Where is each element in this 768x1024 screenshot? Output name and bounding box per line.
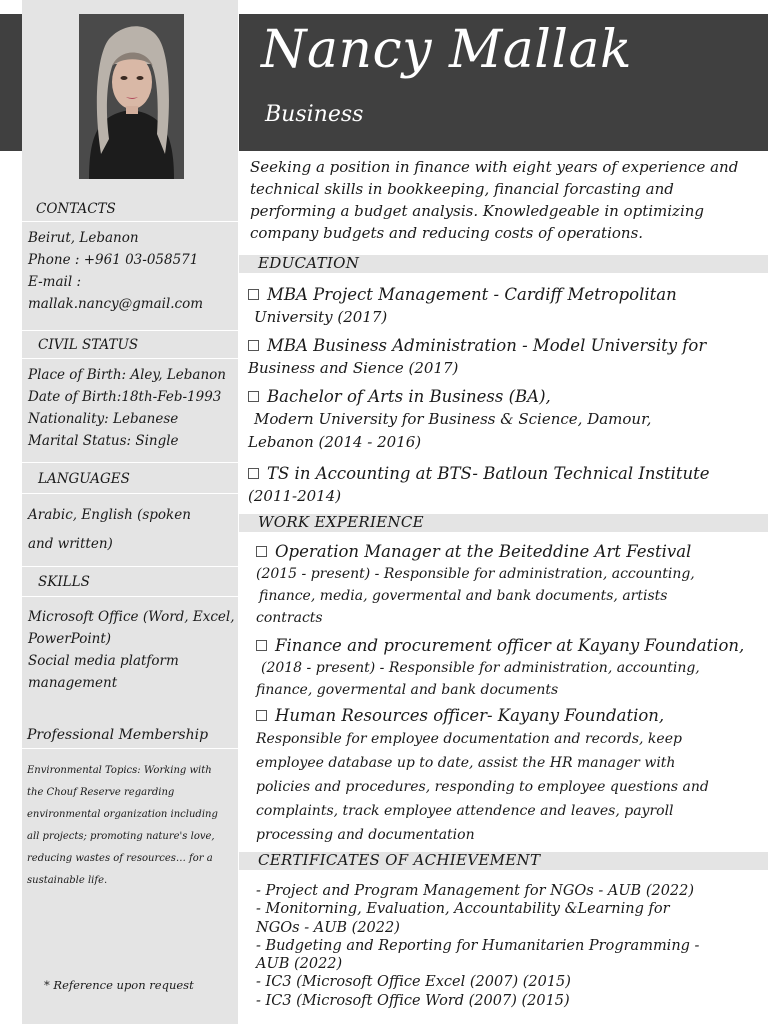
languages-heading: LANGUAGES: [38, 471, 130, 487]
work-item: Operation Manager at the Beiteddine Art Festival (2015 - present) - Responsible for administration, accounting, finance, media, govermental and bank documents, artists contracts: [256, 542, 695, 626]
header-band-left: [0, 14, 22, 151]
divider: [22, 330, 238, 331]
skills-list: [28, 606, 235, 694]
certificate-line: - Project and Program Management for NGOs - AUB (2022): [256, 883, 695, 899]
contact-phone: Phone : +961 03-058571: [28, 252, 199, 268]
education-heading-bar: [239, 255, 768, 273]
contacts-heading: CONTACTS: [36, 201, 116, 217]
languages-list: [28, 501, 191, 559]
skill-line: management: [28, 675, 118, 691]
header-band: [239, 14, 768, 151]
divider: [22, 221, 238, 222]
education-item: TS in Accounting at BTS- Batloun Technical Institute (2011-2014): [248, 464, 710, 505]
date-of-birth: Date of Birth:18th-Feb-1993: [28, 389, 222, 405]
skill-line: Microsoft Office (Word, Excel,: [28, 609, 235, 625]
work-item: Finance and procurement officer at Kayany Foundation, (2018 - present) - Responsible for administration, accounting, finance, govermental and bank documents: [256, 636, 745, 698]
civil-status-heading: CIVIL STATUS: [38, 337, 139, 353]
marital-status: Marital Status: Single: [28, 433, 179, 449]
membership-line: reducing wastes of resources… for a: [27, 853, 213, 864]
checkbox-icon: [248, 468, 259, 479]
checkbox-icon: [248, 289, 259, 300]
place-of-birth: Place of Birth: Aley, Lebanon: [28, 367, 226, 383]
contact-email: mallak.nancy@gmail.com: [28, 296, 204, 312]
divider: [22, 748, 238, 749]
profile-photo: [79, 14, 184, 179]
contacts-list: [28, 227, 203, 315]
candidate-role: Business: [265, 102, 364, 127]
work-heading-bar: [239, 514, 768, 532]
reference-note: * Reference upon request: [44, 978, 194, 992]
checkbox-icon: [248, 391, 259, 402]
checkbox-icon: [256, 710, 267, 721]
certificates-list: [256, 882, 756, 1010]
professional-summary: Seeking a position in finance with eight years of experience and technical skills in bookkeeping, financial forcasting and performing a budget analysis. Knowledgeable in optimizing company budgets and reducing costs of operations.: [250, 158, 739, 242]
languages-line: and written): [28, 536, 113, 552]
divider: [22, 493, 238, 494]
membership-heading: Professional Membership: [27, 727, 209, 743]
membership-line: environmental organization including: [27, 809, 218, 820]
divider: [22, 462, 238, 463]
skill-line: Social media platform: [28, 653, 179, 669]
certificate-line: AUB (2022): [256, 956, 343, 973]
skill-line: PowerPoint): [28, 631, 112, 647]
membership-line: all projects; promoting nature's love,: [27, 831, 215, 842]
membership-line: Environmental Topics: Working with: [27, 765, 212, 776]
certificate-line: - Budgeting and Reporting for Humanitarien Programming -: [256, 937, 700, 954]
membership-text: [27, 760, 239, 892]
divider: [22, 566, 238, 567]
certificate-line: - Monitorning, Evaluation, Accountability &Learning for: [256, 901, 670, 918]
contact-email-label: E-mail :: [28, 274, 81, 290]
civil-status-list: [28, 364, 226, 452]
contact-address: Beirut, Lebanon: [28, 230, 139, 246]
certificate-line: - IC3 (Microsoft Office Excel (2007) (2015): [256, 974, 571, 991]
divider: [22, 596, 238, 597]
checkbox-icon: [256, 640, 267, 651]
certificate-line: NGOs - AUB (2022): [256, 919, 400, 936]
education-heading: EDUCATION: [258, 254, 360, 272]
work-heading: WORK EXPERIENCE: [258, 513, 424, 531]
education-item: MBA Business Administration - Model University for Business and Sience (2017): [248, 336, 707, 377]
membership-line: the Chouf Reserve regarding: [27, 787, 175, 798]
checkbox-icon: [248, 340, 259, 351]
certificates-heading-bar: [239, 852, 768, 870]
checkbox-icon: [256, 546, 267, 557]
skills-heading: SKILLS: [38, 574, 90, 590]
candidate-name: Nancy Mallak: [261, 20, 633, 80]
education-item: MBA Project Management - Cardiff Metropolitan University (2017): [248, 283, 760, 329]
nationality: Nationality: Lebanese: [28, 411, 179, 427]
work-item: Human Resources officer- Kayany Foundation, Responsible for employee documentation and records, keep employee database up to date, assist the HR manager with policies and procedures, responding to employee questions and complaints, track employee attendence and leaves, payroll processing and documentation: [256, 706, 709, 843]
certificate-line: - IC3 (Microsoft Office Word (2007) (2015): [256, 992, 570, 1009]
languages-line: Arabic, English (spoken: [28, 507, 191, 523]
divider: [22, 358, 238, 359]
certificates-heading: CERTIFICATES OF ACHIEVEMENT: [258, 851, 541, 869]
membership-line: sustainable life.: [27, 875, 108, 886]
education-item: Bachelor of Arts in Business (BA), Modern University for Business & Science, Damour, Lebanon (2014 - 2016): [248, 387, 652, 451]
